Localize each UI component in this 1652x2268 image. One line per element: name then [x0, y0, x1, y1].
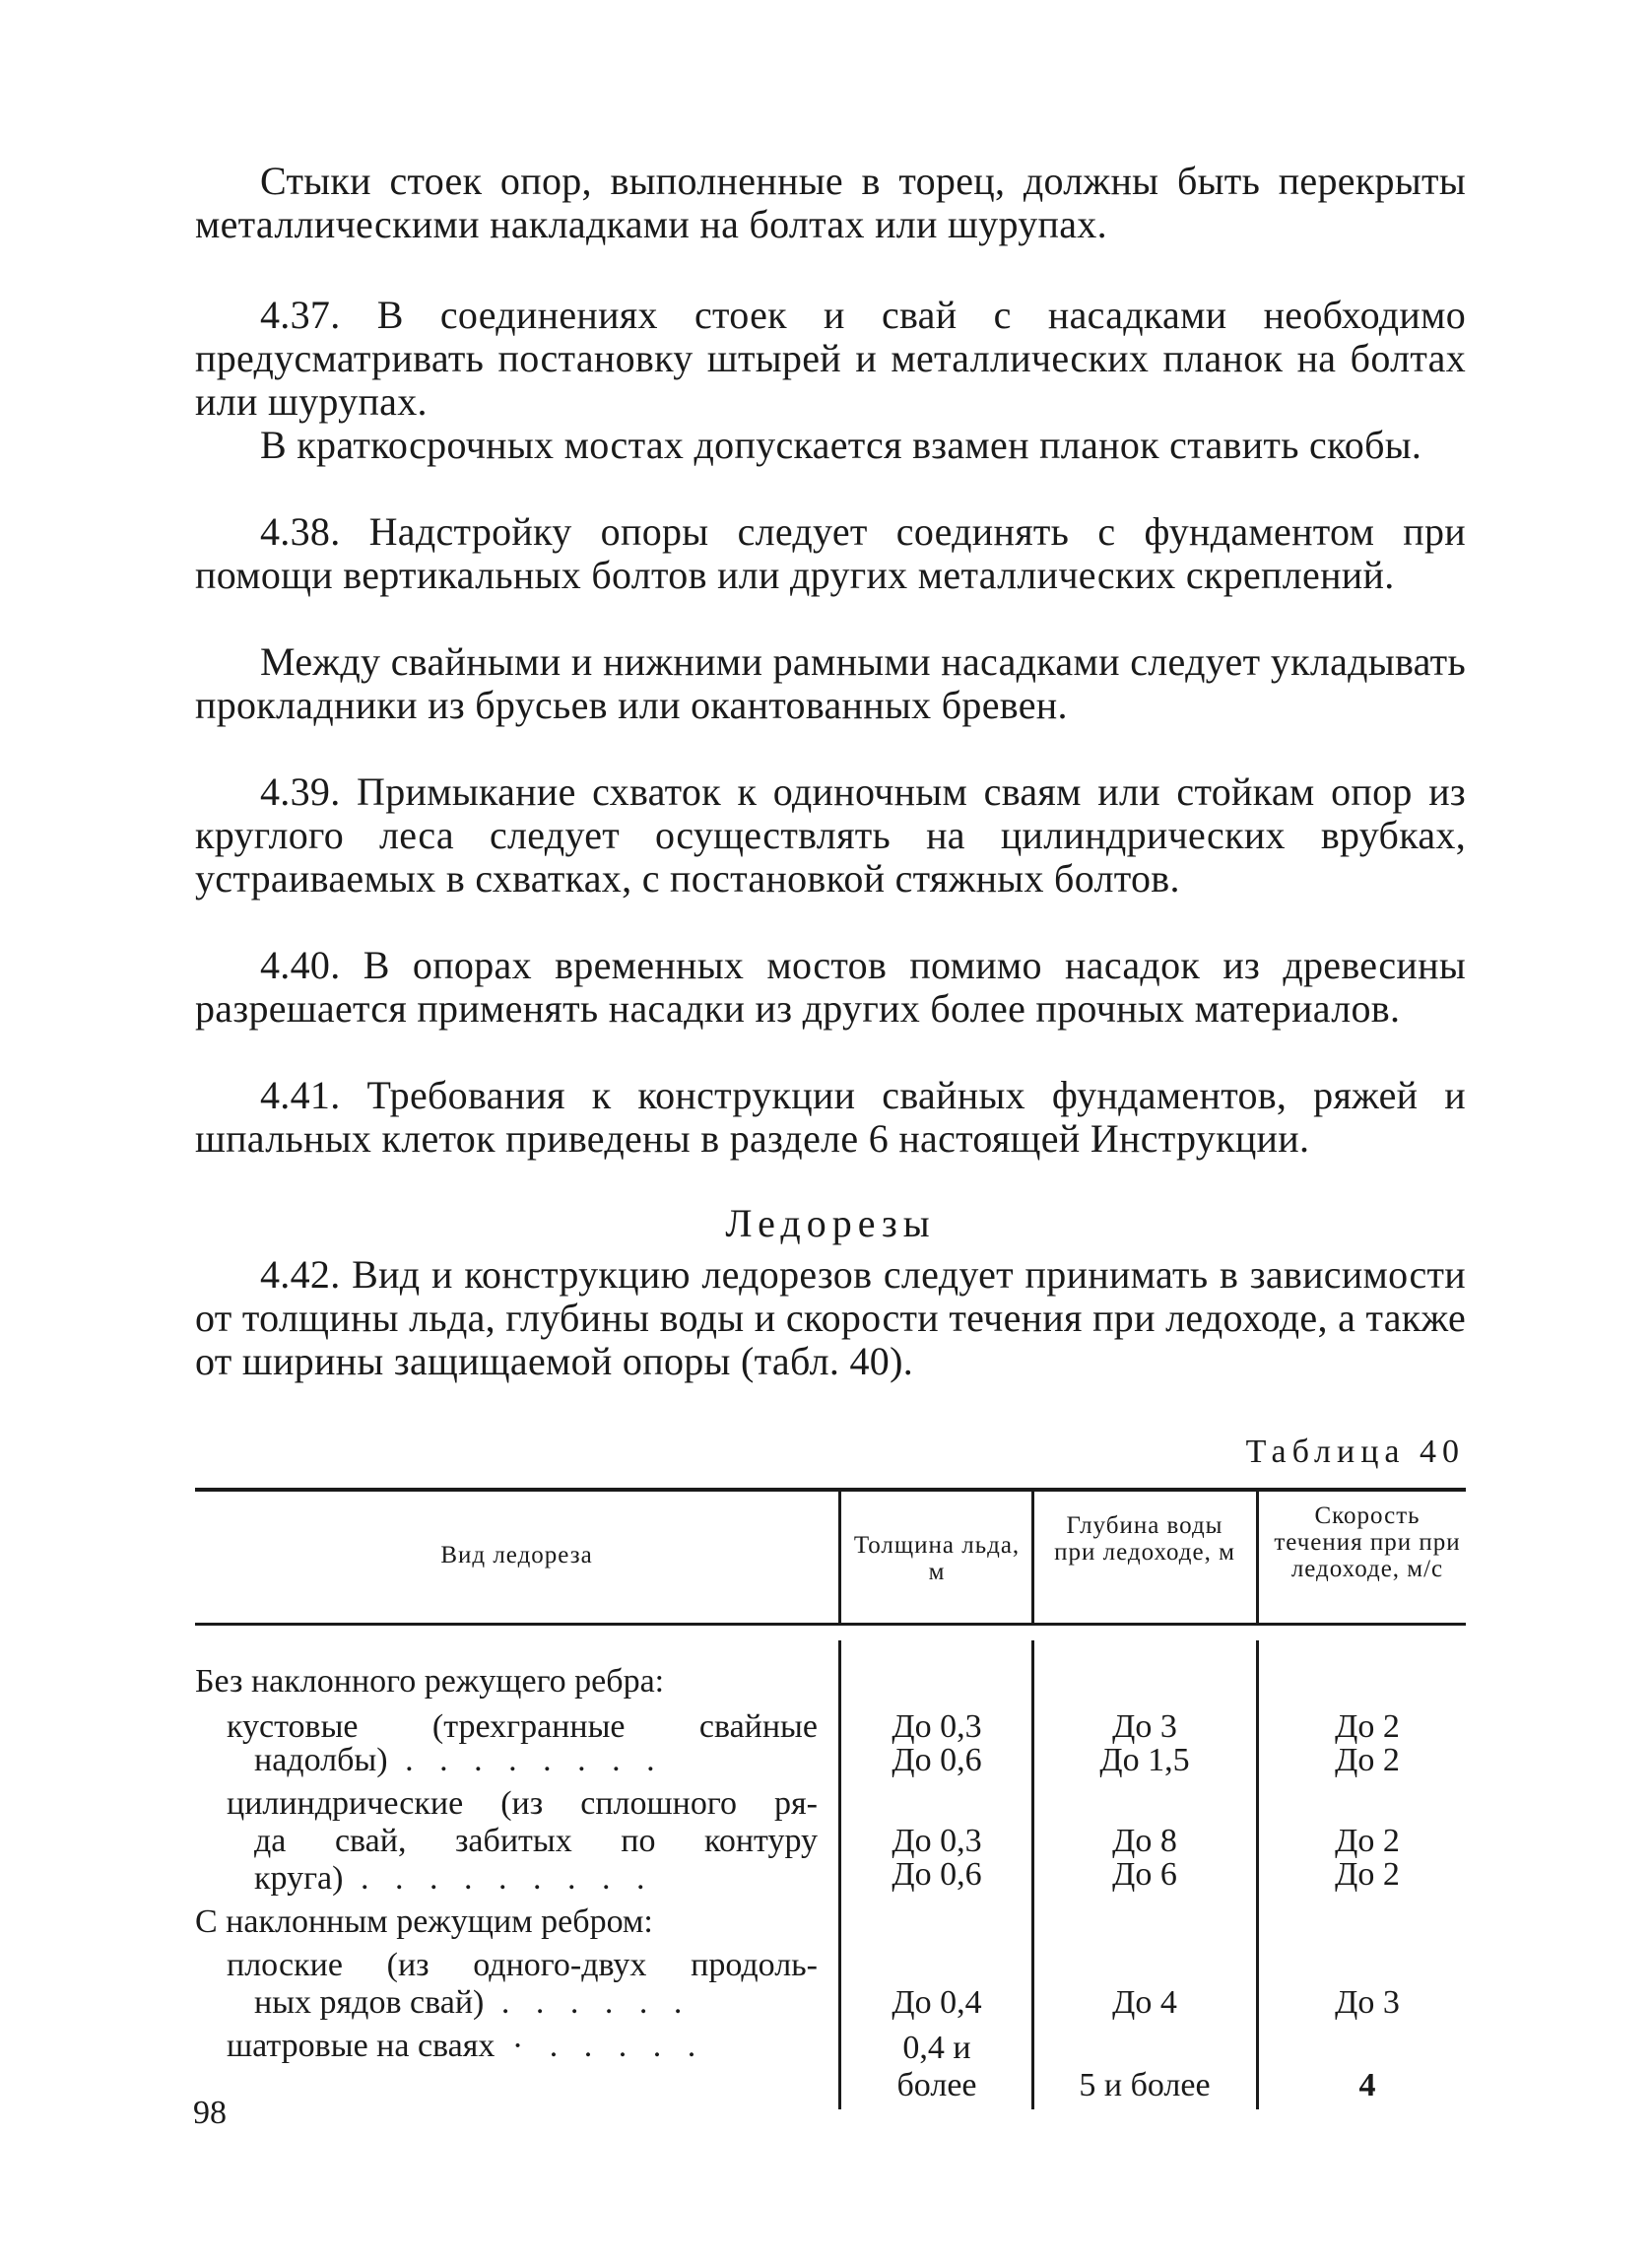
paragraph-4-41: 4.41. Требования к конструкции свайных фундаментов, ряжей и шпальных клеток приведены в разделе 6 настоящей Инструкции.	[195, 1073, 1466, 1161]
table-header-rule	[195, 1623, 1466, 1626]
row-label: надолбы)	[254, 1742, 388, 1778]
row-label: ных рядов свай)	[254, 1984, 485, 2021]
cell-speed: До 2	[1335, 1742, 1400, 1778]
table-header-ice: Толщина льда, м	[853, 1532, 1021, 1585]
table-divider	[1256, 1640, 1259, 2109]
row-label: да свай, забитых по контуру	[254, 1823, 818, 1859]
table-header-speed: Скорость течения при при ледоходе, м/с	[1274, 1502, 1461, 1582]
paragraph-4-40: 4.40. В опорах временных мостов помимо насадок из древесины разрешается применять насадки из других более прочных материалов.	[195, 943, 1466, 1031]
cell-ice: 0,4 и	[902, 2030, 971, 2066]
table-header-type: Вид ледореза	[440, 1542, 593, 1568]
cell-ice: До 0,6	[892, 1856, 982, 1893]
row-label: цилиндрические (из сплошного ря-	[227, 1785, 818, 1822]
row-label: шатровые на сваях	[227, 2028, 496, 2064]
table-divider	[1031, 1492, 1034, 1623]
cell-depth: До 4	[1112, 1984, 1177, 2021]
cell-ice: более	[896, 2067, 977, 2103]
cell-depth: До 8	[1112, 1823, 1177, 1859]
cell-speed: До 2	[1335, 1708, 1400, 1745]
table-divider	[1031, 1640, 1034, 2109]
row-label-line: надолбы) . . . . . . . .	[254, 1742, 664, 1778]
cell-ice: До 0,4	[892, 1984, 982, 2021]
paragraph-pads: Между свайными и нижними рамными насадками следует укладывать прокладники из брусьев или окантованных бревен.	[195, 639, 1466, 727]
paragraph-joints: Стыки стоек опор, выполненные в торец, должны быть перекрыты металлическими накладками на болтах или шурупах.	[195, 159, 1466, 246]
cell-speed: До 2	[1335, 1823, 1400, 1859]
cell-ice: До 0,3	[892, 1823, 982, 1859]
cell-speed: 4	[1358, 2067, 1376, 2103]
cell-speed: До 3	[1335, 1984, 1400, 2021]
table-header-depth: Глубина воды при ледоходе, м	[1054, 1512, 1235, 1566]
table-divider	[838, 1492, 841, 1623]
cell-depth: До 1,5	[1099, 1742, 1190, 1778]
section-heading: Ледорезы	[725, 1201, 936, 1245]
row-label: плоские (из одного-двух продоль-	[227, 1947, 818, 1983]
group-title-no-edge: Без наклонного режущего ребра:	[195, 1663, 665, 1700]
paragraph-short-bridges: В краткосрочных мостах допускается взамен планок ставить скобы.	[260, 423, 1422, 467]
row-label-line: шатровые на сваях · . . . . .	[227, 2028, 705, 2064]
row-label: кустовые (трехгранные свайные	[227, 1708, 818, 1745]
paragraph-4-42: 4.42. Вид и конструкцию ледорезов следует принимать в зависимости от толщины льда, глубины воды и скорости течения при ледоходе, а также от ширины защищаемой опоры (табл. 40).	[195, 1252, 1466, 1383]
paragraph-4-39: 4.39. Примыкание схваток к одиночным сваям или стойкам опор из круглого леса следует осуществлять на цилиндрических врубках, устраиваемых в схватках, с постановкой стяжных болтов.	[195, 769, 1466, 901]
paragraph-4-37: 4.37. В соединениях стоек и свай с насадками необходимо предусматривать постановку штырей и металлических планок на болтах или шурупах.	[195, 293, 1466, 424]
cell-depth: 5 и более	[1079, 2067, 1211, 2103]
group-title-with-edge: С наклонным режущим ребром:	[195, 1903, 653, 1940]
cell-ice: До 0,6	[892, 1742, 982, 1778]
table-top-rule	[195, 1488, 1466, 1492]
row-label-line: ных рядов свай) . . . . . .	[254, 1984, 692, 2021]
row-label: круга)	[254, 1860, 344, 1897]
cell-speed: До 2	[1335, 1856, 1400, 1893]
row-label-line: круга) . . . . . . . . .	[254, 1860, 654, 1897]
table-caption: Таблица 40	[1245, 1434, 1465, 1470]
page-number: 98	[193, 2095, 227, 2131]
cell-depth: До 3	[1112, 1708, 1177, 1745]
cell-ice: До 0,3	[892, 1708, 982, 1745]
table-divider	[1256, 1492, 1259, 1623]
table-divider	[838, 1640, 841, 2109]
cell-depth: До 6	[1112, 1856, 1177, 1893]
paragraph-4-38: 4.38. Надстройку опоры следует соединять с фундаментом при помощи вертикальных болтов или других металлических скреплений.	[195, 509, 1466, 597]
